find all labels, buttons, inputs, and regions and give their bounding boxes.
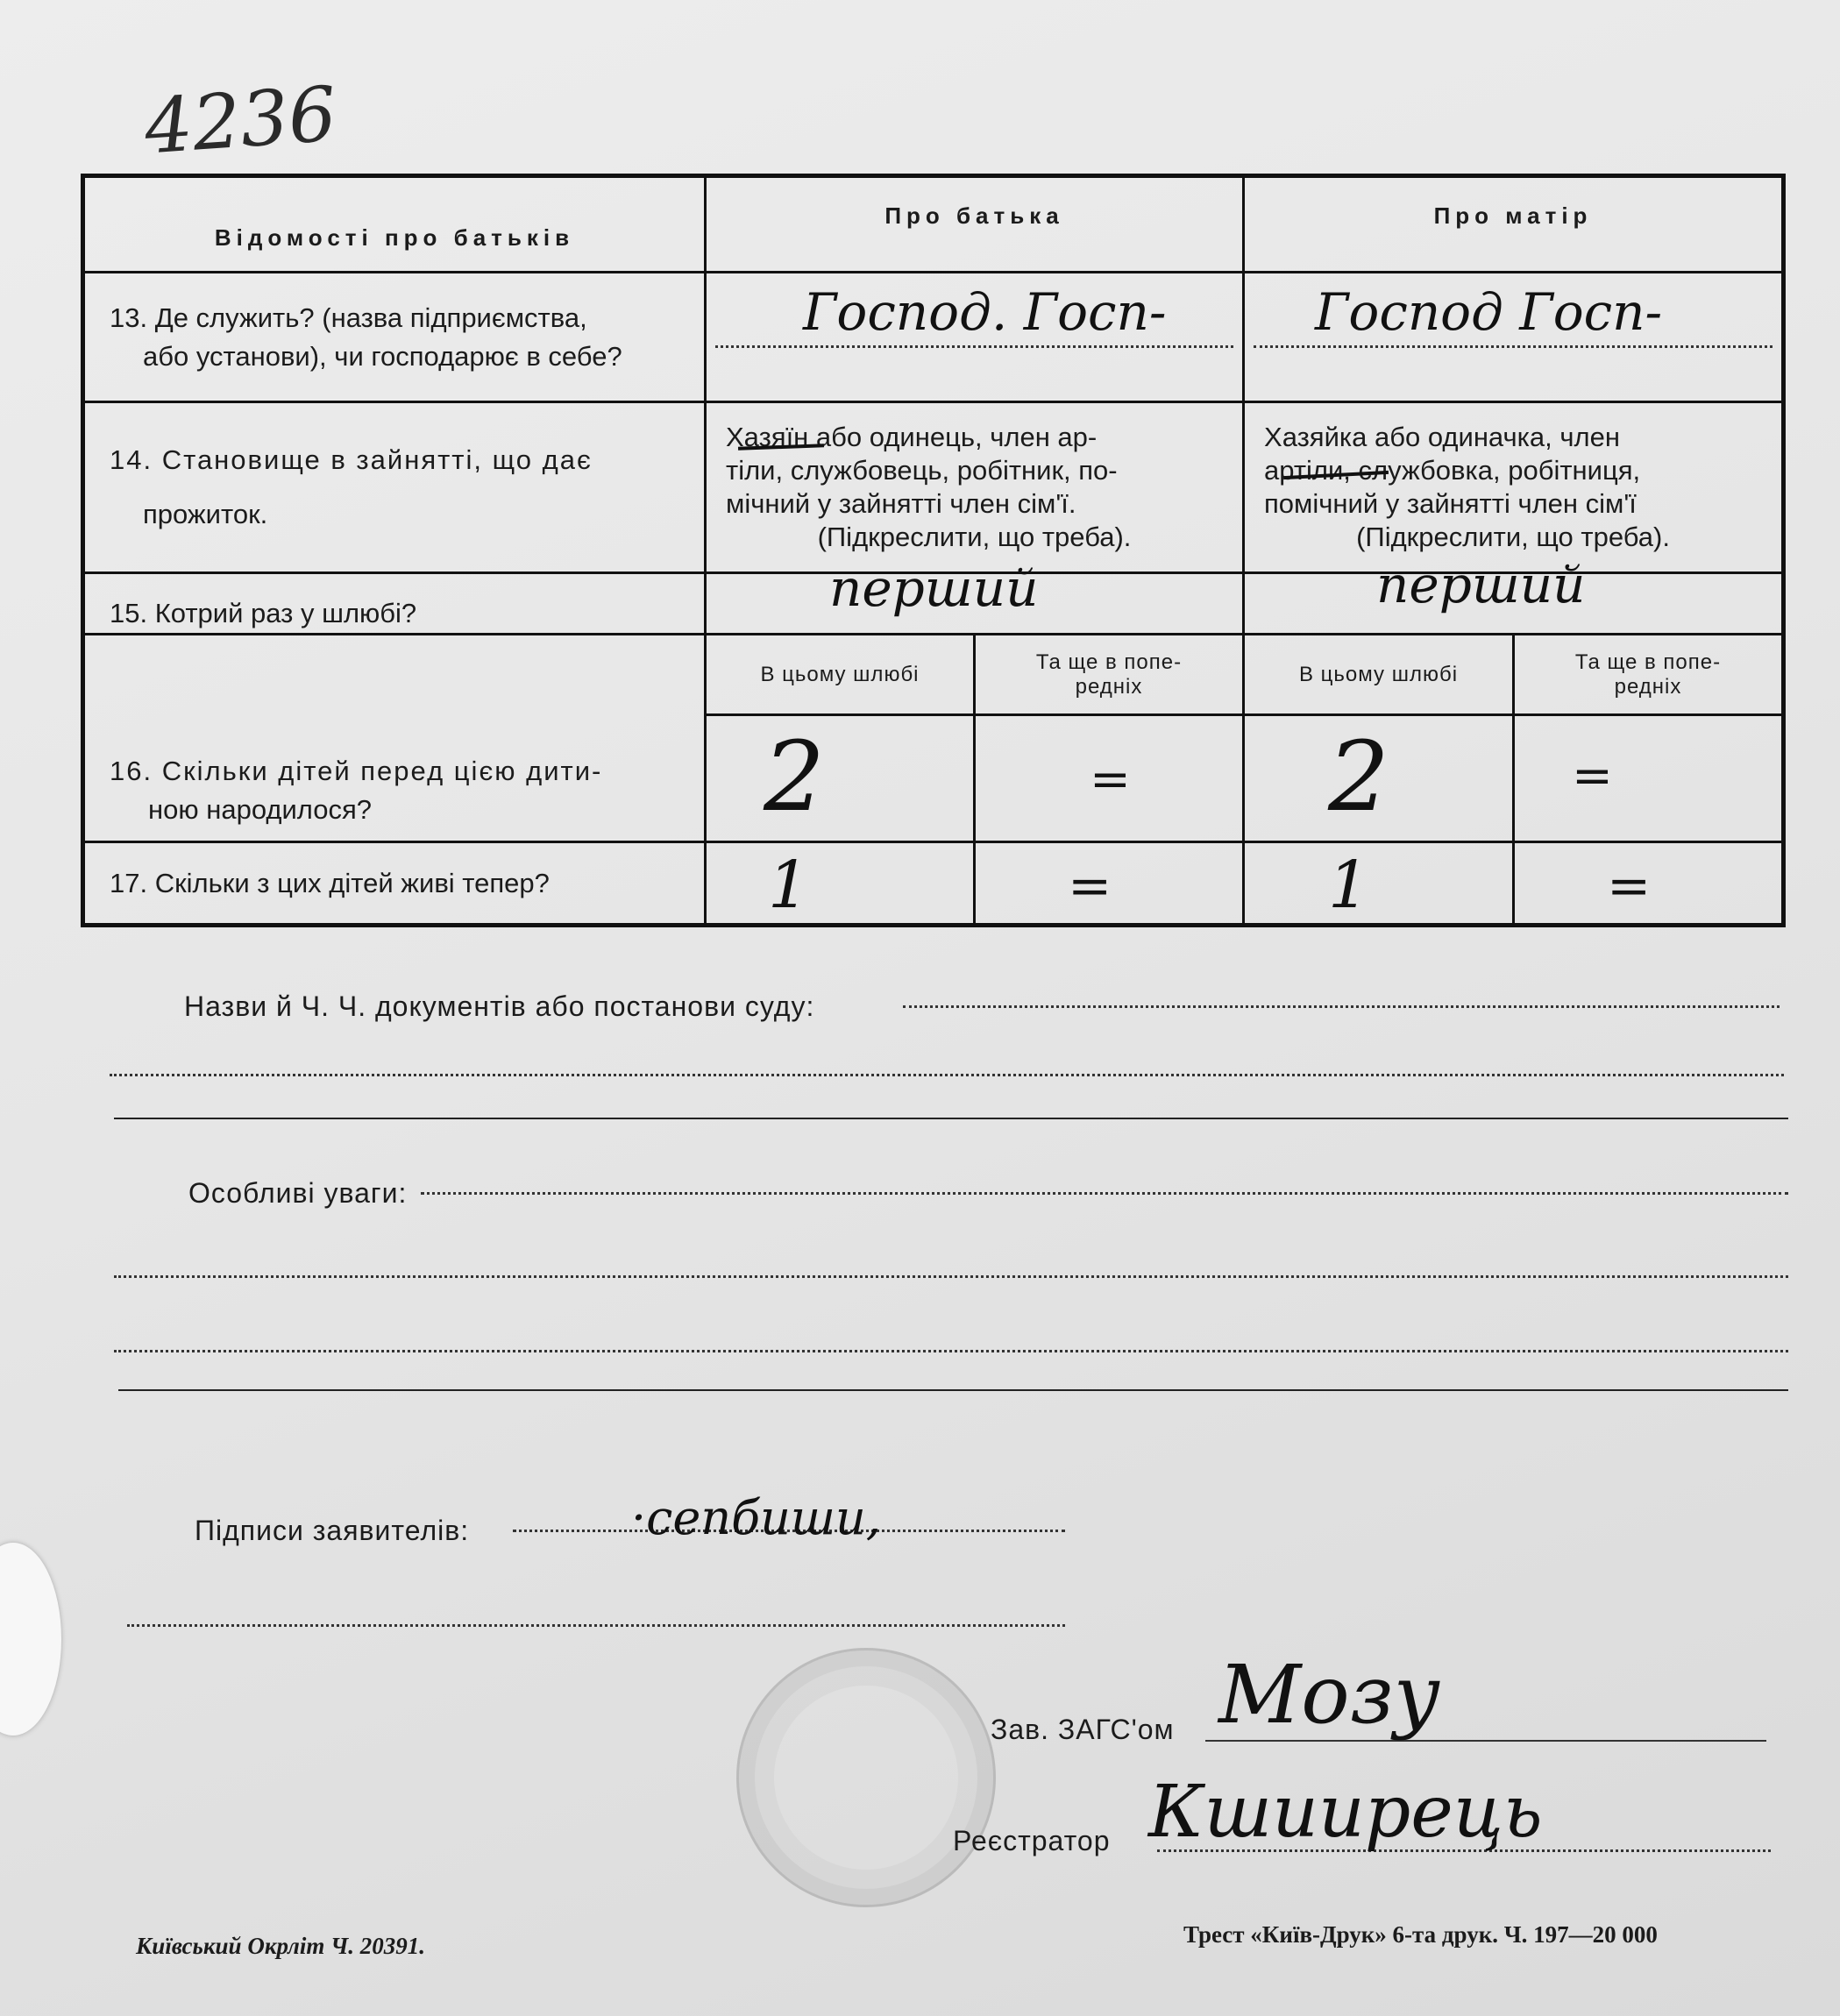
q13-father-cell bbox=[706, 273, 1244, 402]
m-previous-header bbox=[1514, 635, 1784, 715]
remarks-dotline-3 bbox=[114, 1350, 1788, 1352]
q15-father-cell bbox=[706, 558, 1244, 635]
q17-m-this bbox=[1244, 842, 1514, 926]
header-father: Про батька bbox=[706, 176, 1244, 273]
official-seal bbox=[736, 1648, 996, 1907]
archive-number: 4236 bbox=[141, 70, 340, 172]
row-14 bbox=[83, 402, 1784, 573]
q14-father-line1: Хазяїн або одинець, член ар- bbox=[726, 422, 1098, 452]
q13-label bbox=[83, 273, 706, 402]
q13-label-line1: 13. Де служить? (назва підприємства, bbox=[110, 302, 587, 333]
m-this-marriage-header: В цьому шлюбі bbox=[1244, 635, 1514, 715]
q17-m-prev bbox=[1514, 842, 1784, 926]
q14-father-line4: (Підкреслити, що треба). bbox=[817, 522, 1132, 552]
remarks-dotline-1 bbox=[421, 1192, 1788, 1195]
q16-label bbox=[83, 635, 706, 842]
q14-label bbox=[83, 402, 706, 573]
f-previous-header bbox=[975, 635, 1244, 715]
applicants-label: Підписи заявителів: bbox=[195, 1515, 470, 1546]
q17-f-this-value: 1 bbox=[768, 848, 810, 923]
q17-f-prev-value: = bbox=[1068, 855, 1112, 917]
q14-mother-line3: помічний у зайнятті член сім'ї bbox=[1264, 488, 1637, 519]
q16-f-this-value: 2 bbox=[764, 721, 825, 833]
q14-mother-line1: Хазяйка або одиначка, член bbox=[1264, 422, 1620, 452]
q14-father-line2: тіли, службовець, робітник, по- bbox=[726, 455, 1118, 486]
q17-m-this-value: 1 bbox=[1328, 848, 1370, 923]
f-this-marriage-header: В цьому шлюбі bbox=[706, 635, 975, 715]
q13-father-answer: Господ. Госп- bbox=[803, 282, 1167, 342]
applicants-dotline-2 bbox=[127, 1624, 1065, 1627]
q16-m-this-value: 2 bbox=[1328, 721, 1390, 833]
head-label: Зав. ЗАГС'ом bbox=[991, 1714, 1175, 1745]
f-previous-header-line2: редніх bbox=[1075, 674, 1143, 699]
q17-label: 17. Скільки з цих дітей живі тепер? bbox=[83, 842, 706, 926]
q13-mother-cell bbox=[1244, 273, 1784, 402]
header-info: Відомості про батьків bbox=[83, 176, 706, 273]
q16-label-line1: 16. Скільки дітей перед цією дити- bbox=[110, 756, 603, 786]
row-13 bbox=[83, 273, 1784, 402]
q13-mother-dotline bbox=[1254, 345, 1773, 348]
footer-left: Київський Окрліт Ч. 20391. bbox=[136, 1933, 426, 1959]
parents-info-table bbox=[81, 174, 1786, 927]
q15-mother-cell bbox=[1244, 555, 1784, 635]
q14-father-line3: мічний у зайнятті член сім'ї. bbox=[726, 488, 1076, 519]
q17-f-prev bbox=[975, 842, 1244, 926]
q16-f-this bbox=[706, 715, 975, 842]
m-previous-header-line1: Та ще в попе- bbox=[1574, 650, 1722, 674]
header-mother: Про матір bbox=[1244, 176, 1784, 273]
documents-dotline-2 bbox=[110, 1074, 1784, 1076]
q14-mother-line4: (Підкреслити, що треба). bbox=[1356, 522, 1670, 552]
documents-label: Назви й Ч. Ч. документів або постанови суду: bbox=[184, 990, 815, 1022]
q15-mother-answer: перший bbox=[1376, 555, 1586, 614]
q16-f-prev-value: = bbox=[1090, 751, 1131, 808]
head-signature: Мозу bbox=[1218, 1648, 1441, 1742]
row-17 bbox=[83, 842, 1784, 926]
q17-m-prev-value: = bbox=[1607, 855, 1652, 917]
documents-rule bbox=[114, 1118, 1788, 1119]
f-previous-header-line1: Та ще в попе- bbox=[1035, 650, 1183, 674]
remarks-rule bbox=[118, 1389, 1788, 1391]
q14-label-line1: 14. Становище в зайнятті, що дає bbox=[110, 444, 593, 475]
registrar-signature: Кшиирець bbox=[1148, 1771, 1543, 1854]
q14-father-options bbox=[706, 402, 1244, 573]
q14-label-line2: прожиток. bbox=[143, 499, 268, 529]
registrar-label: Реєстратор bbox=[953, 1825, 1111, 1856]
q16-m-this bbox=[1244, 715, 1514, 842]
punch-hole bbox=[0, 1543, 61, 1736]
footer-right: Трест «Київ-Друк» 6-та друк. Ч. 197—20 000 bbox=[1183, 1921, 1658, 1948]
remarks-dotline-2 bbox=[114, 1275, 1788, 1278]
q16-m-prev-value: = bbox=[1572, 748, 1613, 805]
q17-f-this bbox=[706, 842, 975, 926]
q16-label-line2: ною народилося? bbox=[148, 794, 372, 825]
q16-f-prev bbox=[975, 715, 1244, 842]
row-15 bbox=[83, 573, 1784, 635]
documents-dotline-1 bbox=[903, 1005, 1780, 1008]
q14-mother-options bbox=[1244, 402, 1784, 573]
remarks-label: Особливі уваги: bbox=[188, 1177, 408, 1209]
q13-mother-answer: Господ Госп- bbox=[1315, 282, 1663, 342]
table-header-row bbox=[83, 176, 1784, 273]
q16-m-prev bbox=[1514, 715, 1784, 842]
row-16-subheader bbox=[83, 635, 1784, 715]
q13-label-line2: або установи), чи господарює в себе? bbox=[143, 340, 622, 372]
q15-father-answer: перший bbox=[829, 558, 1039, 618]
q13-father-dotline bbox=[715, 345, 1233, 348]
q14-mother-line2: артіли, службовка, робітниця, bbox=[1264, 455, 1641, 486]
applicants-signature: ·сепбиши, bbox=[631, 1490, 881, 1545]
m-previous-header-line2: редніх bbox=[1614, 674, 1682, 699]
q15-label: 15. Котрий раз у шлюбі? bbox=[83, 573, 706, 635]
